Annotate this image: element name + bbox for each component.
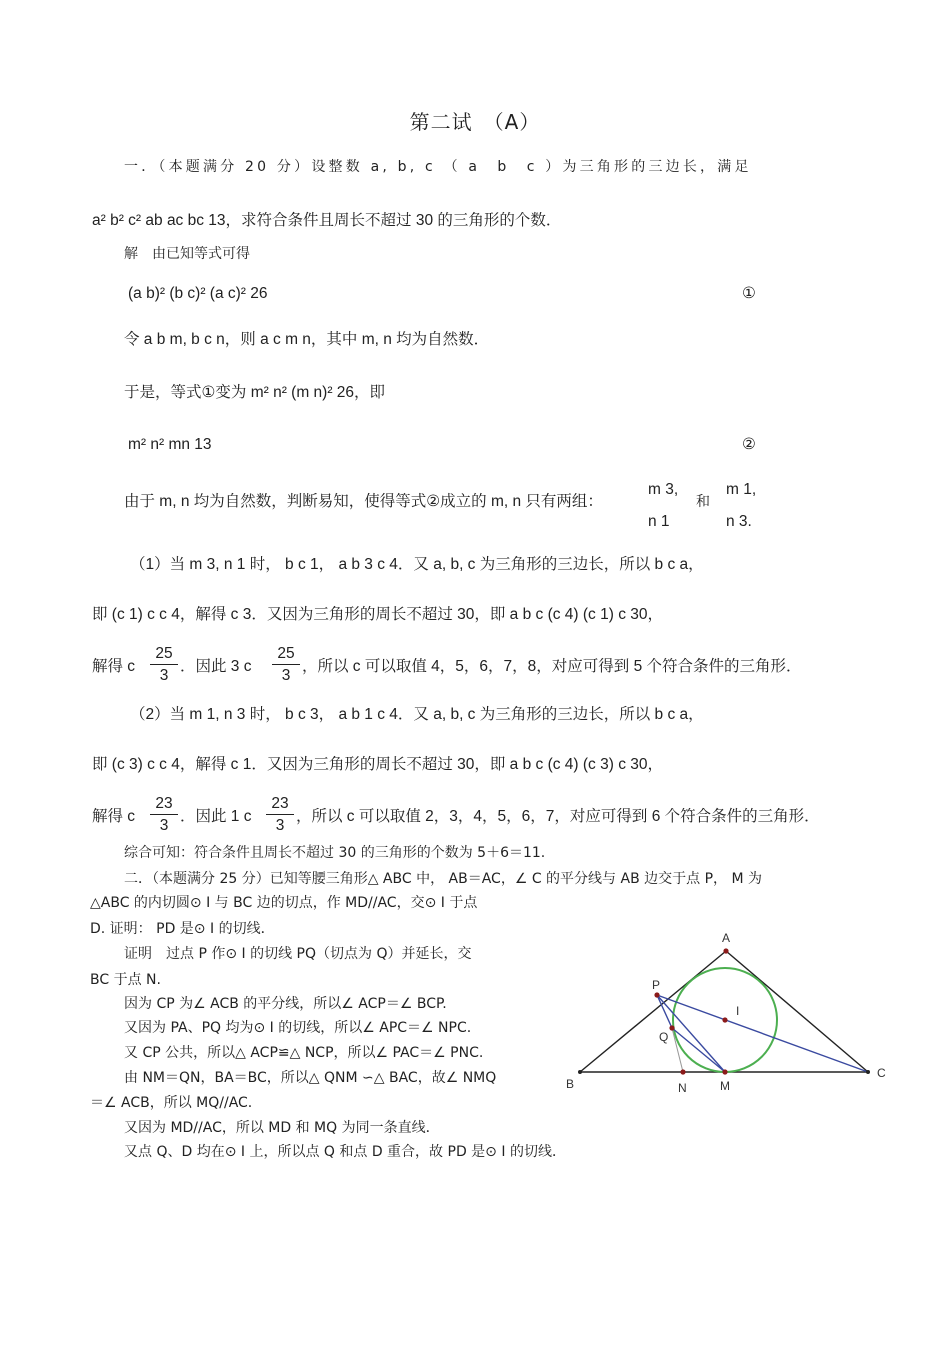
case-1-line-a: （1）当 m 3, n 1 时， b c 1， a b 3 c 4．又 a, b, c 为三角形的三边长，所以 b c a， (130, 556, 704, 573)
label-n: N (678, 1081, 687, 1095)
system-1-top: m 3, (648, 481, 679, 498)
p2-proof-2: BC 于点 N. (90, 972, 161, 988)
case-2-conclusion: ，所以 c 可以取值 2，3，4，5，6，7，对应可得到 6 个符合条件的三角形． (296, 808, 820, 825)
case-2-line-a: （2）当 m 1, n 3 时， b c 3， a b 1 c 4．又 a, b, c 为三角形的三边长，所以 b c a， (130, 706, 704, 723)
p2-line-2: △ABC 的内切圆⊙ I 与 BC 边的切点，作 MD//AC，交⊙ I 于点 (90, 895, 478, 911)
case-1-line-b: 即 (c 1) c c 4，解得 c 3．又因为三角形的周长不超过 30，即 a b c (c 4) (c 1) c 30， (92, 606, 664, 623)
p2-line-3: D. 证明： PD 是⊙ I 的切线． (90, 921, 275, 937)
case-2-therefore: ．因此 1 c (180, 808, 252, 825)
p2-proof-1: 证明 过点 P 作⊙ I 的切线 PQ（切点为 Q）并延长，交 (124, 946, 472, 962)
p2-proof-5: 又 CP 公共，所以△ ACP≌△ NCP，所以∠ PAC＝∠ PNC. (124, 1045, 484, 1061)
p2-proof-4: 又因为 PA、PQ 均为⊙ I 的切线，所以∠ APC＝∠ NPC. (124, 1020, 472, 1036)
label-b: B (566, 1077, 575, 1091)
fraction-23-3-a (150, 795, 178, 834)
p2-proof-3: 因为 CP 为∠ ACB 的平分线，所以∠ ACP＝∠ BCP. (124, 996, 447, 1012)
system-2-bottom: n 3. (726, 513, 752, 530)
p2-proof-9: 又点 Q、D 均在⊙ I 上，所以点 Q 和点 D 重合，故 PD 是⊙ I 的切线． (124, 1144, 566, 1160)
point-q (669, 1025, 674, 1030)
p1-equation-1: (a b)² (b c)² (a c)² 26 (128, 285, 268, 302)
point-n (680, 1069, 685, 1074)
case-1-therefore: ．因此 3 c (180, 658, 252, 675)
segment-pc (657, 995, 868, 1072)
geometry-figure (560, 924, 900, 1104)
fraction-23-3-b (266, 795, 294, 834)
fraction-25-3-b (272, 645, 300, 684)
fraction-numerator: 23 (271, 795, 289, 812)
p1-intro: 一．（本题满分 20 分）设整数 a, b, c （ a b c ）为三角形的三边长，满足 (124, 159, 752, 175)
p1-then-line: 于是，等式①变为 m² n² (m n)² 26，即 (124, 384, 386, 401)
fraction-denominator: 3 (281, 667, 291, 684)
case-1-solve-label: 解得 c (92, 658, 136, 675)
system-and: 和 (696, 494, 710, 510)
system-1-bottom: n 1 (648, 513, 670, 530)
case-1-conclusion: ，所以 c 可以取值 4，5，6，7，8，对应可得到 5 个符合条件的三角形． (302, 658, 802, 675)
case-2-line-b: 即 (c 3) c c 4，解得 c 1．又因为三角形的周长不超过 30，即 a b c (c 4) (c 3) c 30， (92, 756, 664, 773)
p1-let-line: 令 a b m, b c n，则 a c m n，其中 m, n 均为自然数． (124, 331, 490, 348)
case-2-solve-label: 解得 c (92, 808, 136, 825)
label-q: Q (659, 1030, 669, 1044)
label-a: A (722, 931, 731, 945)
p1-equation-1-tag: ① (742, 285, 756, 302)
label-i: I (736, 1004, 740, 1018)
point-c (866, 1070, 870, 1074)
fraction-denominator: 3 (159, 667, 169, 684)
fraction-25-3-a (150, 645, 178, 684)
p1-equation-2: m² n² mn 13 (128, 436, 212, 453)
system-1 (648, 474, 678, 538)
label-p: P (652, 978, 661, 992)
point-p (654, 992, 659, 997)
fraction-denominator: 3 (159, 817, 169, 834)
system-2 (726, 474, 756, 538)
point-i (722, 1017, 727, 1022)
fraction-denominator: 3 (275, 817, 285, 834)
p1-condition: a² b² c² ab ac bc 13，求符合条件且周长不超过 30 的三角形的个数． (92, 212, 562, 229)
p2-proof-8: 又因为 MD//AC，所以 MD 和 MQ 为同一条直线． (124, 1120, 440, 1136)
side-ac (726, 951, 868, 1072)
fraction-numerator: 25 (277, 645, 295, 662)
point-m (722, 1069, 727, 1074)
fraction-numerator: 23 (155, 795, 173, 812)
fraction-numerator: 25 (155, 645, 173, 662)
label-c: C (877, 1066, 886, 1080)
system-2-top: m 1, (726, 481, 757, 498)
p2-proof-7: ＝∠ ACB，所以 MQ//AC. (90, 1095, 253, 1111)
p2-proof-6: 由 NM＝QN，BA＝BC，所以△ QNM ∽△ BAC，故∠ NMQ (124, 1070, 497, 1086)
p1-since-line: 由于 m, n 均为自然数，判断易知，使得等式②成立的 m, n 只有两组： (124, 493, 603, 510)
p2-line-1: 二．（本题满分 25 分）已知等腰三角形△ ABC 中， AB＝AC，∠ C 的平分线与 AB 边交于点 P， M 为 (124, 871, 763, 887)
label-m: M (720, 1079, 730, 1093)
p1-solution-label: 解 由已知等式可得 (124, 246, 250, 262)
p1-equation-2-tag: ② (742, 436, 756, 453)
point-b (578, 1070, 582, 1074)
point-a (723, 948, 728, 953)
p1-summary: 综合可知：符合条件且周长不超过 30 的三角形的个数为 5＋6＝11. (124, 845, 546, 861)
page-title: 第二试 （A） (409, 110, 541, 134)
